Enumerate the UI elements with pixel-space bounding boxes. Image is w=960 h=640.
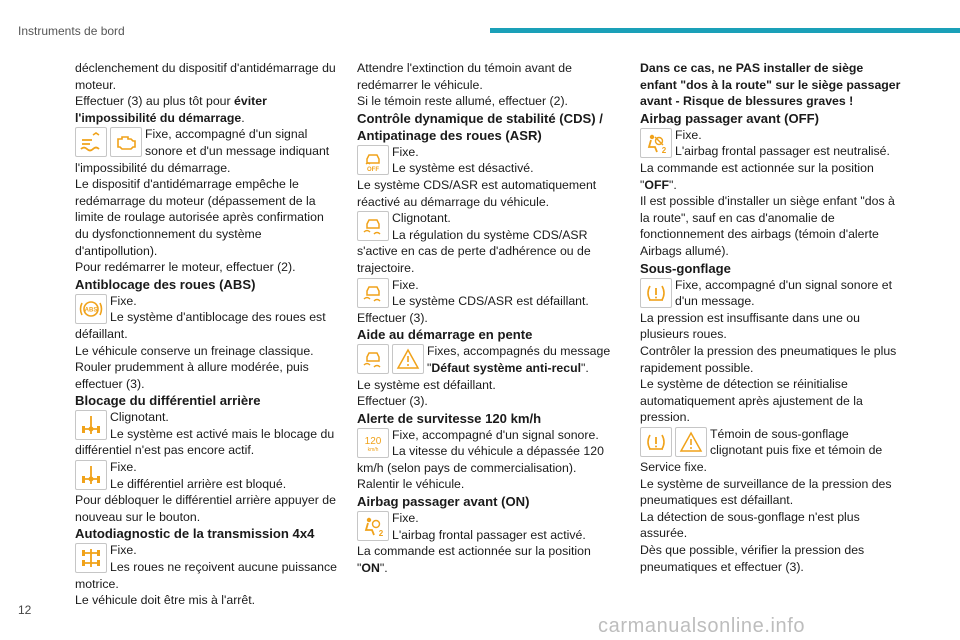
indicator-description: L'airbag frontal passager est neutralisé. [675, 144, 890, 159]
paragraph: Contrôler la pression des pneumatiques le plus rapidement possible. [640, 343, 897, 375]
paragraph: Le système de surveillance de la pression des pneumatiques est défaillant. [640, 476, 892, 508]
warning-paragraph: Dans ce cas, ne PAS installer de siège enfant "dos à la route" sur le siège passager avant - Risque de blessures graves ! [640, 61, 901, 109]
svg-text:2: 2 [661, 145, 667, 155]
paragraph: Pour redémarrer le moteur, effectuer (2). [75, 260, 296, 275]
speed-icon-unit: km/h [367, 446, 379, 453]
indicator-description: La régulation du système CDS/ASR s'active en cas de perte d'adhérence ou de trajectoire. [357, 227, 591, 275]
indicator-row [75, 459, 340, 492]
indicator-description: Fixe, accompagné d'un signal sonore. [392, 427, 599, 442]
svg-text:2: 2 [378, 529, 384, 539]
tyre-pressure-icon [640, 278, 672, 308]
speed-120-icon [357, 428, 389, 458]
4x4-icon [75, 543, 107, 573]
indicator-row [75, 293, 340, 343]
indicator-state: Clignotant. [110, 410, 169, 425]
indicator-row [357, 210, 622, 276]
paragraph: Le système CDS/ASR est automatiquement réactivé au démarrage du véhicule. [357, 177, 597, 209]
section-title-4x4: Autodiagnostic de la transmission 4x4 [75, 526, 315, 542]
airbag-off-icon [640, 128, 672, 158]
paragraph: Effectuer (3). [357, 310, 428, 325]
warning-triangle-icon [675, 427, 707, 457]
abs-icon [75, 294, 107, 324]
indicator-row [640, 426, 902, 476]
indicator-row [640, 277, 902, 310]
indicator-description: Le système est activé mais le blocage du différentiel n'est pas encore actif. [75, 426, 335, 458]
paragraph: Rouler prudemment à allure modérée, puis effectuer (3). [75, 360, 309, 391]
indicator-state: Clignotant. [392, 211, 451, 226]
engine-icon [110, 127, 142, 157]
indicator-description: Les roues ne reçoivent aucune puissance motrice. [75, 560, 337, 591]
airbag-on-icon [357, 511, 389, 541]
paragraph: Le dispositif d'antidémarrage empêche le redémarrage du moteur (dépassement de la limite de roulage autorisée après confirmation du dysfonctionnement du système d'antipollution). [75, 177, 324, 258]
indicator-description: Fixes, accompagnés du message "Défaut système anti-recul". [427, 344, 611, 375]
column-3 [640, 60, 902, 575]
indicator-row [357, 277, 622, 310]
indicator-description: Témoin de sous-gonflage clignotant puis fixe et témoin de Service fixe. [640, 426, 883, 475]
indicator-row [640, 127, 902, 160]
indicator-state: Fixe. [110, 543, 137, 558]
warning-triangle-icon [392, 344, 424, 374]
section-title-hill-assist: Aide au démarrage en pente [357, 327, 533, 343]
column-2 [357, 60, 622, 576]
tyre-pressure-icon [640, 427, 672, 457]
indicator-row [357, 144, 622, 177]
indicator-description: L'airbag frontal passager est activé. [392, 527, 586, 542]
section-title-airbag-on: Airbag passager avant (ON) [357, 494, 530, 510]
esp-icon [357, 211, 389, 241]
section-title-diff-lock: Blocage du différentiel arrière [75, 393, 261, 409]
indicator-state: Fixe. [110, 293, 137, 308]
column-1 [75, 60, 340, 609]
section-title-cds-asr: Contrôle dynamique de stabilité (CDS) / Antipatinage des roues (ASR) [357, 110, 603, 143]
esp-off-icon [357, 145, 389, 175]
page-number: 12 [18, 603, 32, 617]
paragraph: Ralentir le véhicule. [357, 477, 465, 492]
speed-icon-number: 120 [364, 435, 382, 447]
indicator-description: Le différentiel arrière est bloqué. [110, 476, 287, 491]
indicator-description: Fixe, accompagné d'un signal sonore et d'un message indiquant l'impossibilité du démarrage. [75, 127, 330, 175]
paragraph: Pour débloquer le différentiel arrière appuyer de nouveau sur le bouton. [75, 493, 336, 524]
indicator-row [357, 427, 622, 477]
paragraph: déclenchement du dispositif d'antidémarrage du moteur. [75, 61, 336, 92]
indicator-state: Fixe. [110, 460, 137, 475]
section-title-tyre-pressure: Sous-gonflage [640, 260, 731, 276]
paragraph: Le système de détection se réinitialise automatiquement après ajustement de la pression. [640, 377, 863, 425]
paragraph: La pression est insuffisante dans une ou plusieurs roues. [640, 310, 860, 342]
paragraph: Le véhicule doit être mis à l'arrêt. [75, 593, 256, 608]
indicator-description: La vitesse du véhicule a dépassée 120 km/h (selon pays de commercialisation). [357, 444, 604, 475]
header-accent-bar [490, 28, 960, 33]
antipollution-icon [75, 127, 107, 157]
paragraph: Le système est défaillant. [357, 377, 496, 392]
paragraph: Effectuer (3). [357, 394, 428, 409]
indicator-description: Le système est désactivé. [392, 161, 534, 176]
section-title-abs: Antiblocage des roues (ABS) [75, 276, 256, 292]
section-title-airbag-off: Airbag passager avant (OFF) [640, 110, 819, 126]
indicator-row [357, 343, 622, 376]
section-title-speed-alert: Alerte de survitesse 120 km/h [357, 410, 542, 426]
indicator-row [75, 542, 340, 592]
paragraph: La détection de sous-gonflage n'est plus assurée. [640, 509, 860, 541]
indicator-state: Fixe. [392, 511, 419, 526]
indicator-description: Le système d'antiblocage des roues est défaillant. [75, 310, 326, 341]
paragraph: La commande est actionnée sur la position "OFF". [640, 160, 874, 192]
indicator-row [357, 510, 622, 543]
indicator-state: Fixe. [392, 144, 419, 159]
hill-assist-icon [357, 344, 389, 374]
paragraph: Il est possible d'installer un siège enfant "dos à la route", sauf en cas d'anomalie de fonctionnement des airbags (témoin d'alerte Airbags allumé). [640, 194, 895, 258]
paragraph: La commande est actionnée sur la position "ON". [357, 544, 591, 575]
indicator-description: Le système CDS/ASR est défaillant. [392, 294, 589, 309]
esp-off-label: OFF [367, 166, 379, 172]
paragraph: Le véhicule conserve un freinage classique. [75, 343, 314, 358]
paragraph: Attendre l'extinction du témoin avant de redémarrer le véhicule. [357, 61, 572, 92]
paragraph: Effectuer (3) au plus tôt pour éviter l'impossibilité du démarrage. [75, 94, 267, 125]
watermark: carmanualsonline.info [598, 615, 806, 637]
diff-lock-icon [75, 460, 107, 490]
indicator-row [75, 409, 340, 459]
paragraph: Si le témoin reste allumé, effectuer (2). [357, 94, 568, 109]
indicator-state: Fixe. [675, 127, 702, 142]
indicator-row [75, 126, 340, 176]
section-header: Instruments de bord [18, 24, 125, 38]
svg-text:ABS: ABS [84, 307, 98, 314]
indicator-state: Fixe. [392, 277, 419, 292]
diff-lock-icon [75, 410, 107, 440]
esp-icon [357, 278, 389, 308]
indicator-description: Fixe, accompagné d'un signal sonore et d'un message. [675, 277, 892, 309]
paragraph: Dès que possible, vérifier la pression des pneumatiques et effectuer (3). [640, 543, 865, 574]
